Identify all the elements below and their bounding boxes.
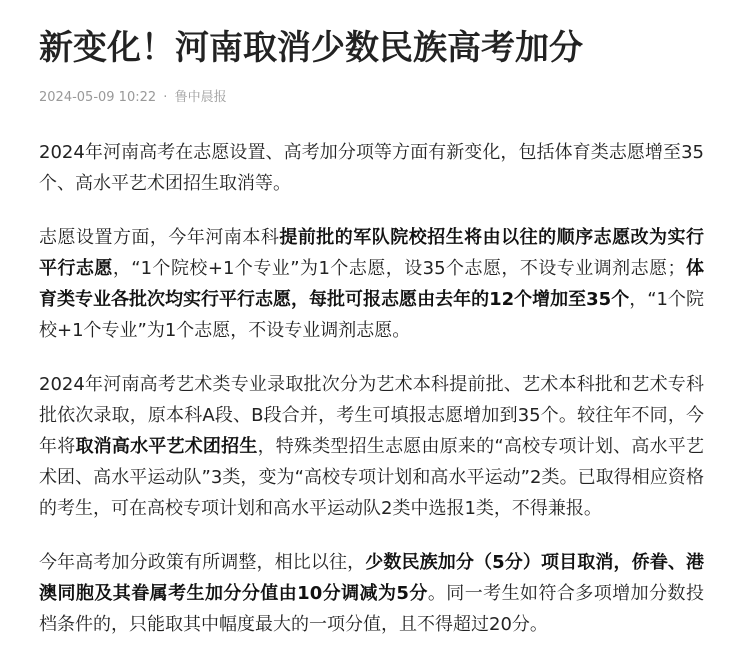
paragraph-text: ，特殊类型招生志愿由原来的“高校专项计划、高水平艺术团、高水平运动队”3类，变为“高校专项计划和高水平运动”2类。已取得相应资格的考生，可在高校专项计划和高水平运动队2类中选报1类，不得兼报。	[39, 436, 705, 519]
article-meta	[39, 89, 704, 107]
article-body	[39, 137, 704, 640]
bold-text: 提前批的军队院校招生将由以往的顺序志愿改为实行平行志愿	[39, 227, 705, 279]
publish-date: 2024-05-09 10:22	[39, 90, 157, 105]
bold-text: 取消高水平艺术团招生	[75, 436, 258, 457]
article-paragraph	[39, 137, 704, 199]
article-paragraph	[39, 222, 704, 346]
paragraph-text: 。同一考生如符合多项增加分数投档条件的，只能取其中幅度最大的一项分值，且不得超过20分。	[39, 583, 704, 635]
paragraph-text: 2024年河南高考在志愿设置、高考加分项等方面有新变化，包括体育类志愿增至35个、高水平艺术团招生取消等。	[39, 142, 704, 194]
meta-separator: ·	[163, 90, 168, 105]
article-title: 新变化！河南取消少数民族高考加分	[39, 28, 583, 68]
paragraph-text: ，“1个院校+1个专业”为1个志愿，设35个志愿，不设专业调剂志愿；	[112, 258, 686, 279]
bold-text: 体育类专业各批次均实行平行志愿，每批可报志愿由去年的12个增加至35个	[39, 258, 705, 310]
article-paragraph	[39, 547, 704, 640]
bold-text: 少数民族加分（5分）项目取消，侨眷、港澳同胞及其眷属考生加分分值由10分调减为5分	[39, 552, 704, 604]
article-source: 鲁中晨报	[174, 90, 227, 105]
paragraph-text: ，“1个院校+1个专业”为1个志愿，不设专业调剂志愿。	[39, 289, 704, 341]
paragraph-text: 2024年河南高考艺术类专业录取批次分为艺术本科提前批、艺术本科批和艺术专科批依次录取，原本科A段、B段合并，考生可填报志愿增加到35个。较往年不同，今年将	[39, 374, 704, 457]
paragraph-text: 志愿设置方面，今年河南本科	[39, 227, 280, 248]
paragraph-text: 今年高考加分政策有所调整，相比以往，	[39, 552, 366, 573]
article-paragraph	[39, 369, 704, 524]
